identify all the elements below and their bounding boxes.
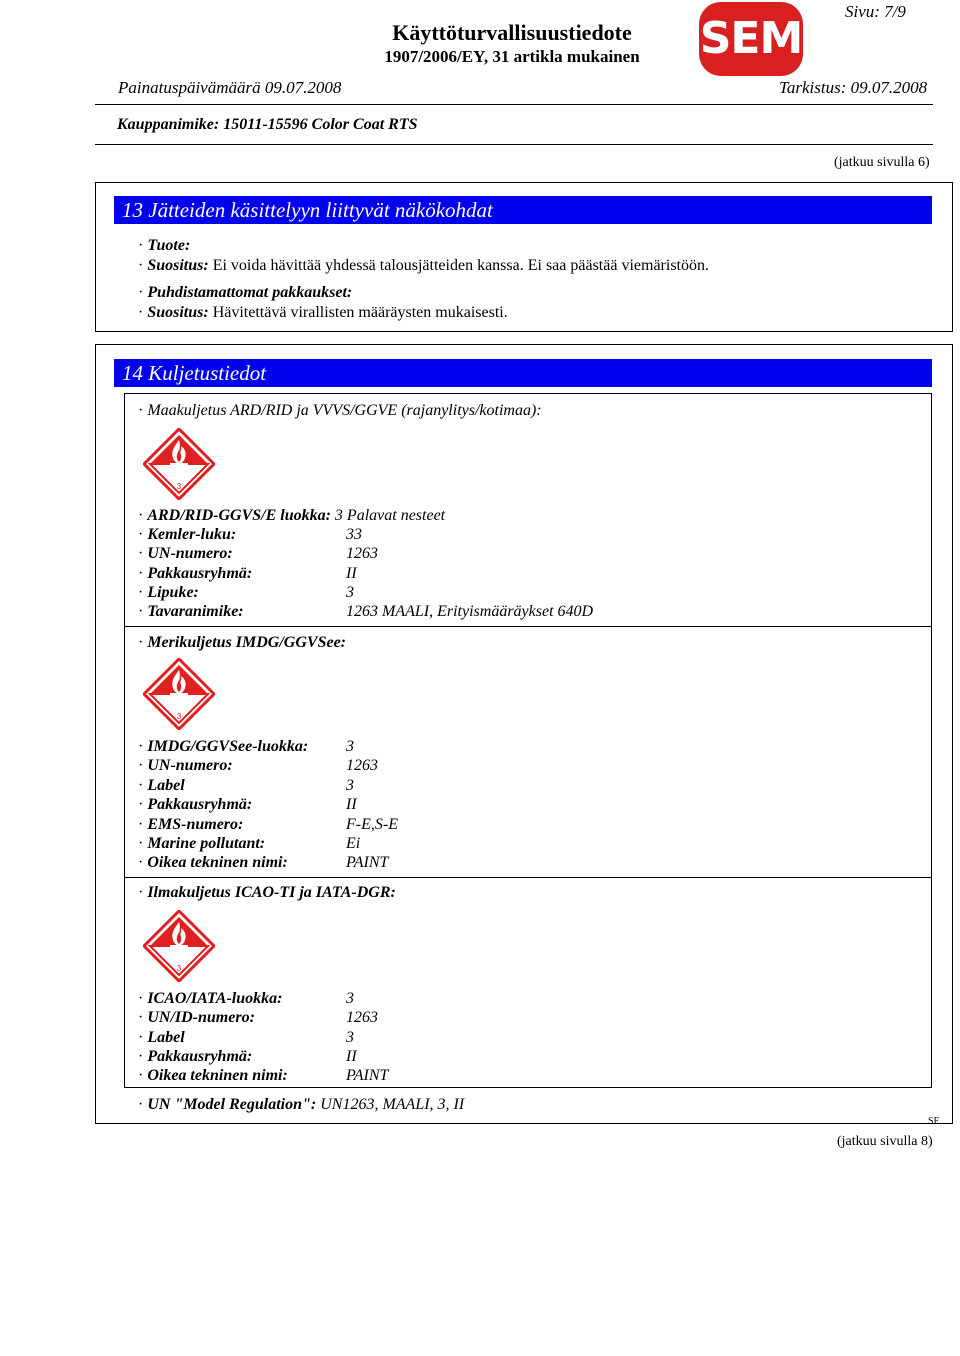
document-subtitle: 1907/2006/EY, 31 artikla mukainen (384, 47, 640, 66)
road-heading: · Maakuljetus ARD/RID ja VVVS/GGVE (rajanylitys/kotimaa): (138, 402, 542, 420)
air-class-line: · ICAO/IATA-luokka: 3 (138, 990, 282, 1008)
goods-name-line: · Tavaranimike: 1263 MAALI, Erityismääräykset 640D (138, 603, 244, 621)
packaging-recommendation-line: · Suositus: Hävitettävä virallisten määräysten mukaisesti. (138, 304, 508, 322)
uncleaned-packaging-line: · Puhdistamattomat pakkaukset: (138, 284, 352, 302)
air-un-line: · UN/ID-numero: 1263 (138, 1009, 255, 1027)
ems-line: · EMS-numero: F-E,S-E (138, 816, 243, 834)
lipuke-line: · Lipuke: 3 (138, 584, 199, 602)
placard-number: 3 (176, 964, 182, 973)
print-date: Painatuspäivämäärä 09.07.2008 (118, 78, 342, 97)
continued-to: (jatkuu sivulla 8) (837, 1134, 933, 1149)
waste-recommendation-line: · Suositus: Ei voida hävittää yhdessä talousjätteiden kanssa. Ei saa päästää viemäristöön. (138, 257, 709, 275)
flame-icon (143, 428, 215, 500)
marine-pollutant-line: · Marine pollutant: Ei (138, 835, 265, 853)
header-divider (95, 104, 933, 105)
document-title: Käyttöturvallisuustiedote (392, 20, 632, 45)
flammable-placard-sea (143, 658, 215, 735)
sea-packing-group-line: · Pakkausryhmä: II (138, 796, 252, 814)
placard-number: 3 (176, 712, 182, 721)
product-divider (95, 144, 933, 145)
road-packing-group-line: · Pakkausryhmä: II (138, 565, 252, 583)
air-technical-name-line: · Oikea tekninen nimi: PAINT (138, 1067, 288, 1085)
air-heading: · Ilmakuljetus ICAO-TI ja IATA-DGR: (138, 884, 396, 902)
kemler-line: · Kemler-luku: 33 (138, 526, 236, 544)
road-un-line: · UN-numero: 1263 (138, 545, 233, 563)
model-regulation-line: · UN "Model Regulation": UN1263, MAALI, 3, II (138, 1096, 464, 1114)
sea-label-line: · Label 3 (138, 777, 185, 795)
flame-icon (143, 910, 215, 982)
sea-heading: · Merikuljetus IMDG/GGVSee: (138, 634, 346, 652)
road-class-line: · ARD/RID-GGVS/E luokka: 3 Palavat nesteet (138, 507, 445, 525)
sea-un-line: · UN-numero: 1263 (138, 757, 233, 775)
sea-class-line: · IMDG/GGVSee-luokka: 3 (138, 738, 308, 756)
flame-icon (143, 658, 215, 730)
review-date: Tarkistus: 09.07.2008 (779, 78, 928, 97)
section-13-title: 13 Jätteiden käsittelyyn liittyvät näkökohdat (114, 196, 932, 224)
section-14-title: 14 Kuljetustiedot (114, 359, 932, 387)
flammable-placard (143, 428, 215, 505)
placard-number: 3 (176, 482, 182, 491)
waste-product-line: · Tuote: (138, 237, 190, 255)
flammable-placard-air (143, 910, 215, 987)
product-name: Kauppanimike: 15011-15596 Color Coat RTS (117, 116, 418, 133)
sea-technical-name-line: · Oikea tekninen nimi: PAINT (138, 854, 288, 872)
air-packing-group-line: · Pakkausryhmä: II (138, 1048, 252, 1066)
page-number: Sivu: 7/9 (845, 2, 906, 21)
continued-from: (jatkuu sivulla 6) (834, 155, 930, 170)
air-label-line: · Label 3 (138, 1029, 185, 1047)
footer-code: SF (928, 1116, 940, 1127)
sem-logo: SEM (699, 2, 803, 76)
